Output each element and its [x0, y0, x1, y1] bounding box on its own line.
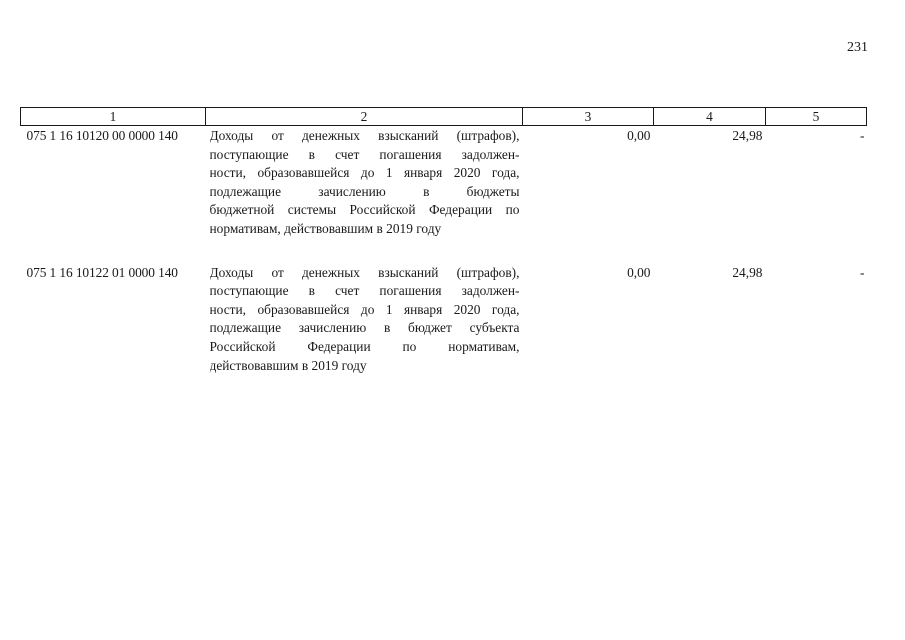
revenue-name-line: Доходы от денежных взысканий (штрафов),: [209, 128, 520, 143]
value-col-5: -: [860, 264, 865, 280]
value-col-5: -: [860, 128, 865, 143]
spacer-cell: [523, 239, 654, 263]
spacer-cell: [766, 239, 867, 263]
table-row: [21, 126, 867, 239]
header-row: [21, 108, 867, 126]
value-col-4: 24,98: [732, 264, 763, 280]
budget-code: 075 1 16 10120 00 0000 140: [26, 128, 178, 143]
budget-code: 075 1 16 10122 01 0000 140: [26, 264, 178, 280]
table-header: [21, 108, 867, 126]
revenue-name: [206, 126, 523, 239]
budget-revenue-table: [20, 107, 867, 375]
header-col-2: 2: [206, 108, 523, 126]
table-body: [21, 126, 867, 376]
revenue-name-line: подлежащие зачислению в бюджеты: [209, 183, 520, 199]
value-col-3: 0,00: [627, 264, 651, 280]
revenue-name-line: Российской Федерации по нормативам,: [209, 338, 520, 354]
spacer-cell: [654, 239, 766, 263]
revenue-name-line: ности, образовавшейся до 1 января 2020 года,: [209, 165, 520, 181]
revenue-name-line: подлежащие зачислению в бюджет субъекта: [209, 320, 520, 336]
table-row: [21, 263, 867, 376]
value-col-3: 0,00: [627, 128, 651, 143]
revenue-name-line: нормативам, действовавшим в 2019 году: [209, 220, 442, 236]
revenue-name-line: бюджетной системы Российской Федерации по: [209, 202, 520, 218]
revenue-name-line: ности, образовавшейся до 1 января 2020 года,: [209, 301, 520, 317]
header-col-5: 5: [766, 108, 867, 126]
revenue-name-line: поступающие в счет погашения задолжен-: [209, 146, 520, 162]
row-spacer: [21, 239, 867, 263]
header-col-4: 4: [654, 108, 766, 126]
revenue-name-line: Доходы от денежных взысканий (штрафов),: [209, 264, 520, 280]
spacer-cell: [21, 239, 206, 263]
revenue-name-line: действовавшим в 2019 году: [209, 357, 367, 373]
page-number: 231: [847, 40, 868, 55]
value-col-4: 24,98: [732, 128, 763, 143]
header-col-1: 1: [21, 108, 206, 126]
revenue-name: [206, 263, 523, 376]
spacer-cell: [206, 239, 523, 263]
revenue-name-line: поступающие в счет погашения задолжен-: [209, 283, 520, 299]
header-col-3: 3: [523, 108, 654, 126]
